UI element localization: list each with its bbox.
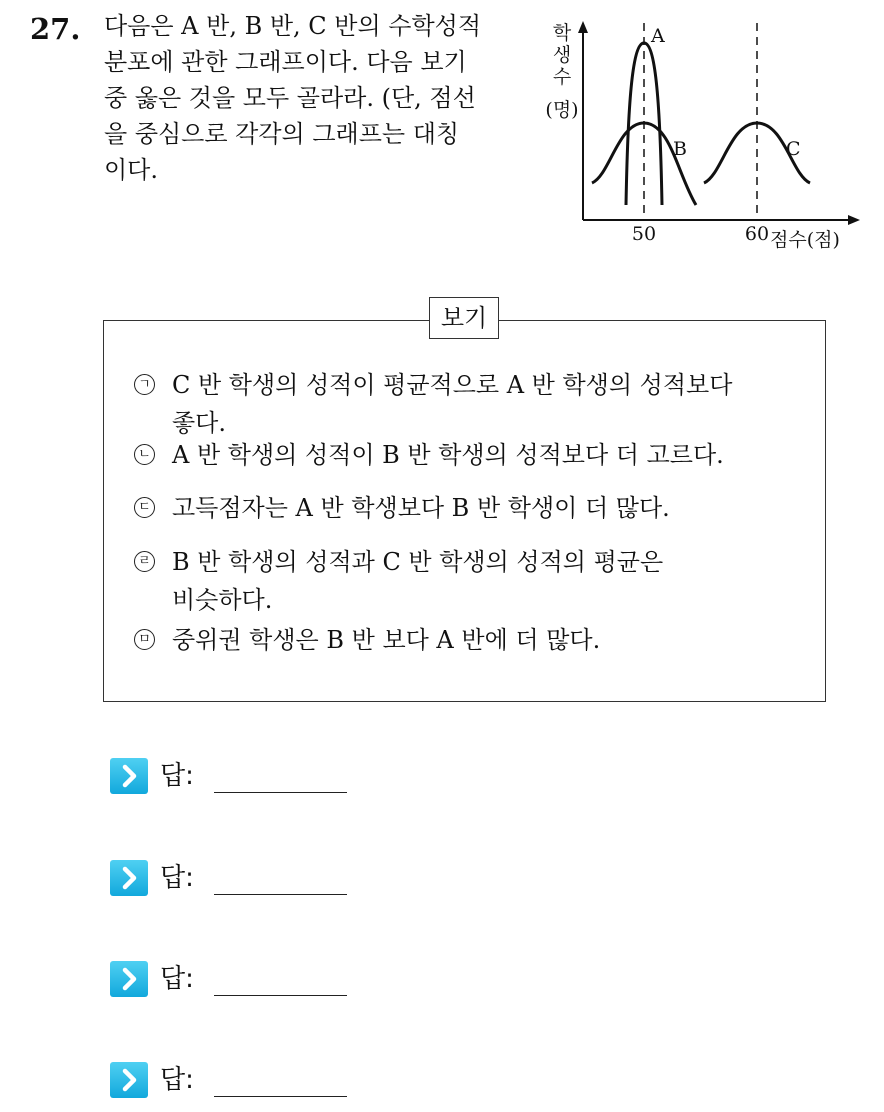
x-axis-arrow	[848, 215, 860, 225]
list-item	[132, 543, 802, 621]
x-tick-50: 50	[631, 223, 657, 245]
curve-label-a: A	[651, 25, 665, 47]
answer-blank[interactable]	[214, 1096, 347, 1097]
answer-row	[110, 961, 370, 1011]
y-axis-arrow	[578, 21, 588, 33]
answer-blank[interactable]	[214, 894, 347, 895]
item-marker: ㄴ	[134, 444, 155, 465]
item-line: B 반 학생의 성적과 C 반 학생의 성적의 평균은	[172, 548, 664, 576]
question-line: 중 옳은 것을 모두 골라라. (단, 점선	[104, 84, 476, 112]
curve-label-b: B	[673, 138, 687, 160]
list-item	[132, 621, 802, 661]
answer-row	[110, 758, 370, 808]
answer-label: 답:	[160, 1065, 194, 1095]
item-marker: ㄱ	[134, 374, 155, 395]
item-line: 중위권 학생은 B 반 보다 A 반에 더 많다.	[172, 626, 601, 654]
chevron-right-icon	[110, 758, 148, 794]
answer-blank[interactable]	[214, 995, 347, 996]
answer-label: 답:	[160, 863, 194, 893]
chevron-right-icon	[110, 1062, 148, 1098]
question-line: 을 중심으로 각각의 그래프는 대칭	[104, 120, 460, 148]
y-axis-label-char: 학	[552, 22, 572, 44]
answer-row	[110, 860, 370, 910]
y-axis-label-char: 생	[552, 44, 572, 66]
question-text	[104, 8, 504, 188]
answer-row	[110, 1062, 370, 1112]
question-number: 27.	[30, 12, 81, 46]
item-line: 좋다.	[172, 409, 226, 437]
answer-blank[interactable]	[214, 792, 347, 793]
list-item	[132, 436, 802, 489]
item-line: 비슷하다.	[172, 586, 273, 614]
bogi-title: 보기	[429, 297, 499, 339]
answer-label: 답:	[160, 964, 194, 994]
distribution-graph	[530, 15, 865, 255]
chevron-right-icon	[110, 961, 148, 997]
y-axis-label-char: 수	[552, 66, 572, 88]
bogi-items	[132, 366, 802, 661]
chevron-right-icon	[110, 860, 148, 896]
x-tick-60: 60	[744, 223, 770, 245]
list-item	[132, 489, 802, 543]
question-line: 분포에 관한 그래프이다. 다음 보기	[104, 48, 467, 76]
x-axis-label: 점수(점)	[770, 229, 840, 251]
item-marker: ㅁ	[134, 629, 155, 650]
answer-label: 답:	[160, 761, 194, 791]
question-line: 이다.	[104, 156, 158, 184]
item-line: 고득점자는 A 반 학생보다 B 반 학생이 더 많다.	[172, 494, 670, 522]
item-line: A 반 학생의 성적이 B 반 학생의 성적보다 더 고르다.	[172, 441, 724, 469]
item-marker: ㄷ	[134, 497, 155, 518]
question-line: 다음은 A 반, B 반, C 반의 수학성적	[104, 12, 482, 40]
list-item	[132, 366, 802, 436]
item-line: C 반 학생의 성적이 평균적으로 A 반 학생의 성적보다	[172, 371, 733, 399]
y-axis-label-unit: (명)	[545, 99, 579, 121]
curve-label-c: C	[786, 138, 801, 160]
item-marker: ㄹ	[134, 551, 155, 572]
